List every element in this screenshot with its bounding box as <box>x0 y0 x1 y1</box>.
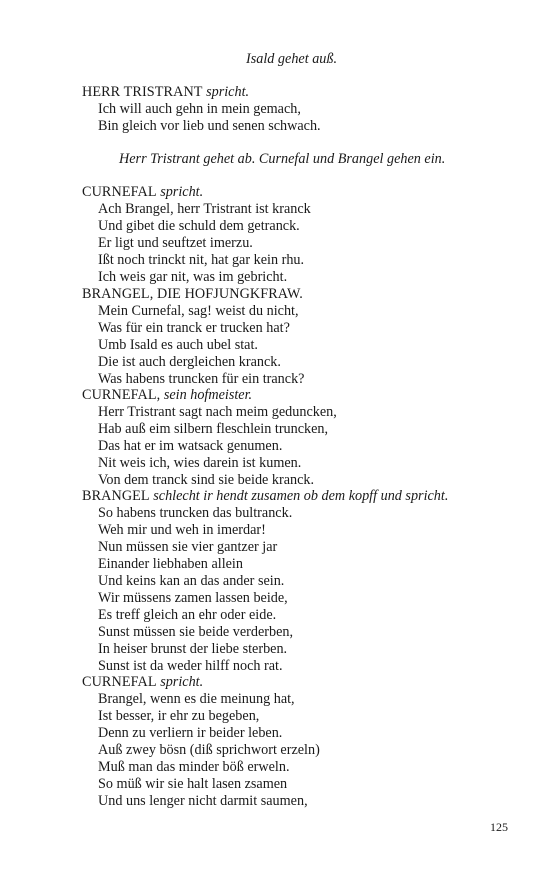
verse-line: Hab auß eim silbern fleschlein truncken, <box>98 421 329 437</box>
speaker-heading <box>82 184 203 201</box>
verse-line: Er ligt und seuftzet imerzu. <box>98 235 253 251</box>
speaker-name: CURNEFAL <box>82 674 157 690</box>
verse-line: Umb Isald es auch ubel stat. <box>98 337 258 353</box>
verse-line: Und keins kan an das ander sein. <box>98 573 285 589</box>
verse-line: Und gibet die schuld dem getranck. <box>98 218 300 234</box>
speaker-heading <box>82 488 448 505</box>
verse-line: Ich weis gar nit, was im gebricht. <box>98 269 288 285</box>
verse-line: Herr Tristrant sagt nach meim geduncken, <box>98 404 337 420</box>
verse-line: Nun müssen sie vier gantzer jar <box>98 539 278 555</box>
verse-line: Weh mir und weh in imerdar! <box>98 522 266 538</box>
verse-line: Nit weis ich, wies darein ist kumen. <box>98 455 302 471</box>
speaker-note: sein hofmeister. <box>160 387 253 403</box>
speaker-name: HERR TRISTRANT <box>82 84 203 100</box>
speaker-name: BRANGEL <box>82 488 150 504</box>
verse-line: Sunst ist da weder hilff noch rat. <box>98 658 283 674</box>
verse-line: Bin gleich vor lieb und senen schwach. <box>98 118 321 134</box>
speaker-note: schlecht ir hendt zusamen ob dem kopff und spricht. <box>149 488 449 504</box>
verse-line: Brangel, wenn es die meinung hat, <box>98 691 295 707</box>
speaker-name: CURNEFAL <box>82 184 157 200</box>
verse-line: In heiser brunst der liebe sterben. <box>98 641 288 657</box>
verse-line: Wir müssens zamen lassen beide, <box>98 590 288 606</box>
verse-line: So müß wir sie halt lasen zsamen <box>98 776 288 792</box>
verse-line: Sunst müssen sie beide verderben, <box>98 624 294 640</box>
verse-line: So habens truncken das bultranck. <box>98 505 293 521</box>
speaker-note: spricht. <box>202 84 250 100</box>
speaker-name: CURNEFAL, <box>82 387 161 403</box>
verse-line: Und uns lenger nicht darmit saumen, <box>98 793 308 809</box>
verse-line: Das hat er im watsack genumen. <box>98 438 283 454</box>
speaker-heading <box>82 84 249 101</box>
verse-line: Was habens truncken für ein tranck? <box>98 371 305 387</box>
verse-line: Von dem tranck sind sie beide kranck. <box>98 472 315 488</box>
speaker-name: BRANGEL, DIE HOFJUNGKFRAW. <box>82 286 303 302</box>
verse-line: Einander liebhaben allein <box>98 556 243 572</box>
verse-line: Ach Brangel, herr Tristrant ist kranck <box>98 201 311 217</box>
stage-direction: Isald gehet auß. <box>246 51 338 67</box>
verse-line: Ißt noch trinckt nit, hat gar kein rhu. <box>98 252 305 268</box>
speaker-note: spricht. <box>156 674 204 690</box>
speaker-heading <box>82 387 252 404</box>
verse-line: Was für ein tranck er trucken hat? <box>98 320 290 336</box>
verse-line: Mein Curnefal, sag! weist du nicht, <box>98 303 299 319</box>
speaker-heading <box>82 286 303 303</box>
verse-line: Muß man das minder böß erweln. <box>98 759 290 775</box>
verse-line: Es treff gleich an ehr oder eide. <box>98 607 277 623</box>
verse-line: Auß zwey bösn (diß sprichwort erzeln) <box>98 742 320 758</box>
stage-direction: Herr Tristrant gehet ab. Curnefal und Brangel gehen ein. <box>119 151 446 167</box>
verse-line: Ich will auch gehn in mein gemach, <box>98 101 301 117</box>
verse-line: Ist besser, ir ehr zu begeben, <box>98 708 260 724</box>
verse-line: Denn zu verliern ir beider leben. <box>98 725 283 741</box>
speaker-heading <box>82 674 203 691</box>
page-number: 125 <box>490 820 508 834</box>
speaker-note: spricht. <box>156 184 204 200</box>
verse-line: Die ist auch dergleichen kranck. <box>98 354 281 370</box>
